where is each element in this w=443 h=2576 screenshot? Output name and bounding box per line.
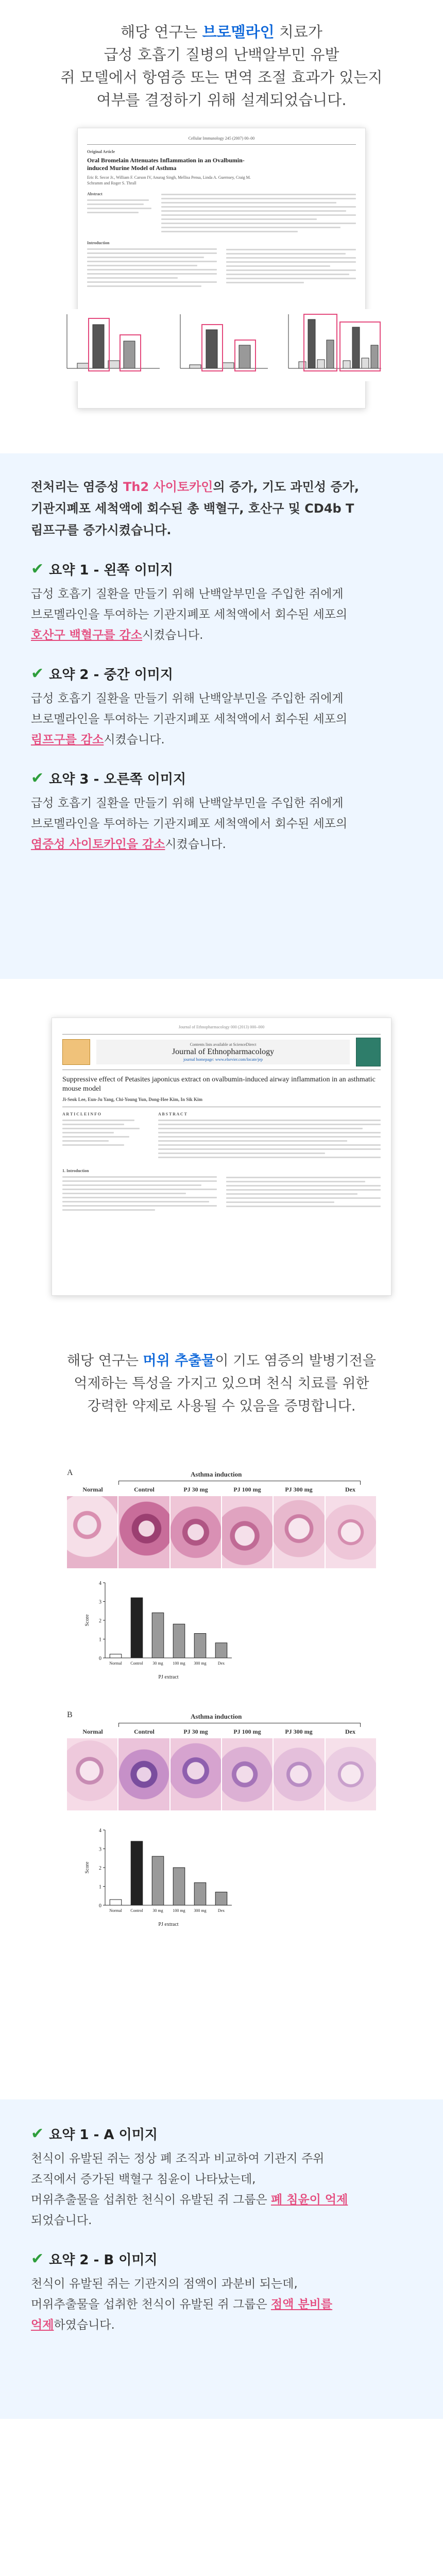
panel-a-asthma-bracket [118, 1481, 361, 1485]
fig-bar [77, 363, 89, 368]
y-tick-label: 4 [99, 1828, 101, 1834]
chart-bar [173, 1624, 185, 1658]
paper-1-title: Oral Bromelain Attenuates Inflammation in an Ovalbumin-induced Murine Model of Asthma [87, 157, 245, 172]
paper-1-section: Original Article [87, 149, 115, 154]
histology-figure [67, 1468, 376, 2066]
intro-line-2: 급성 호흡기 질병의 난백알부민 유발 [104, 46, 339, 63]
panel-b-bar-chart [82, 1824, 237, 1932]
chart-bar [173, 1868, 185, 1905]
paper-2-homepage: journal homepage: www.elsevier.com/locate/jep [183, 1057, 263, 1062]
group-label: PJ 100 mg [233, 1486, 261, 1493]
x-tick-label: 300 mg [194, 1908, 207, 1913]
x-tick-label: 300 mg [194, 1661, 207, 1666]
panel-a-label: A [67, 1468, 73, 1477]
paper-2-title: Suppressive effect of Petasites japonicus extract on ovalbumin-induced airway inflammation in an asthmatic mouse model [62, 1076, 376, 1093]
chart-bar [215, 1892, 227, 1905]
fig-bar [317, 360, 325, 368]
panel-a-bar-chart [82, 1577, 237, 1685]
y-tick-label: 3 [99, 1846, 101, 1853]
y-tick-label: 3 [99, 1599, 101, 1605]
y-axis-label: Score [84, 1614, 90, 1626]
histology-tile [67, 1496, 117, 1568]
intro-line-4: 여부를 결정하기 위해 설계되었습니다. [96, 91, 347, 109]
fig-bar [308, 319, 315, 368]
paper-1-authors: Eric R. Secor Jr., William F. Carson IV, Anurag Singh, Mellisa Pensa, Linda A. Guernsey, Craig M. Schramm and Roger S. Thrall [87, 175, 251, 185]
fig-bar [299, 362, 306, 368]
paper-1-body [87, 240, 356, 290]
group-label: Normal [82, 1486, 103, 1493]
paper-1-abstract [87, 191, 356, 235]
fig-bar [190, 365, 201, 368]
y-axis-label: Score [84, 1861, 90, 1874]
chart-bar [110, 1900, 122, 1905]
y-tick-label: 1 [99, 1884, 101, 1890]
x-tick-label: Control [130, 1908, 143, 1913]
group-label: PJ 300 mg [285, 1728, 313, 1735]
summary-box-2 [0, 2099, 443, 2419]
mid-line-3: 강력한 약제로 사용될 수 있음을 증명합니다. [87, 1398, 356, 1414]
fig-bar [239, 345, 250, 368]
panel-b-asthma-label: Asthma induction [191, 1713, 242, 1720]
fig-bar [206, 330, 217, 368]
histology-tile [118, 1738, 169, 1810]
x-tick-label: 100 mg [173, 1661, 185, 1666]
check-icon: ✔ [31, 769, 44, 787]
histology-tile [274, 1738, 324, 1810]
summary-box-1 [0, 453, 443, 979]
x-tick-label: Dex [217, 1908, 225, 1913]
x-tick-label: 30 mg [152, 1661, 163, 1666]
paper-2-image [52, 1018, 391, 1296]
group-label: PJ 300 mg [285, 1486, 313, 1493]
paper-2-columns [62, 1111, 381, 1161]
histology-tile [118, 1496, 169, 1568]
fig-bar [362, 358, 369, 368]
mid-line-2: 억제하는 특성을 가지고 있으며 천식 치료를 위한 [74, 1376, 369, 1392]
x-tick-label: 100 mg [173, 1908, 185, 1913]
fig-bar [93, 325, 104, 368]
x-tick-label: Control [130, 1661, 143, 1666]
panel-b-group-labels [67, 1728, 376, 1736]
histology-tile [67, 1738, 117, 1810]
chart-bar [131, 1841, 143, 1905]
histology-tile [171, 1738, 221, 1810]
histology-tile [326, 1738, 376, 1810]
paper-1-abstract-label: Abstract [87, 192, 103, 196]
y-tick-label: 0 [99, 1656, 101, 1662]
intro-line-1: 해당 연구는 브로멜라인 치료가 [121, 23, 322, 41]
fig-bar [223, 363, 234, 368]
summary2-item-2: ✔ 요약 2 - B 이미지 천식이 유발된 쥐는 기관지의 점액이 과분비 되는데, 머위추출물을 섭취한 천식이 유발된 쥐 그룹은 점액 분비를 억제하였습니다. [31, 2250, 333, 2332]
panel-b-label: B [67, 1710, 73, 1719]
fig-bar [108, 361, 120, 368]
chart-bar [152, 1613, 164, 1658]
paper-2-contents: Contents lists available at ScienceDirect [190, 1042, 257, 1047]
paper-2-body [62, 1168, 381, 1213]
summary-item-3: ✔ 요약 3 - 오른쪽 이미지 급성 호흡기 질환을 만들기 위해 난백알부민을 주입한 쥐에게 브로멜라인을 투여하는 기관지폐포 세척액에서 회수된 세포의 염증성 사이토카인을 감소시켰습니다. [31, 769, 348, 851]
x-axis-label: PJ extract [158, 1922, 179, 1927]
group-label: Dex [345, 1728, 355, 1735]
panel-b-asthma-bracket [118, 1723, 361, 1727]
panel-a-group-labels [67, 1486, 376, 1494]
mid-text [0, 1350, 443, 1418]
summary-item-1: ✔ 요약 1 - 왼쪽 이미지 급성 호흡기 질환을 만들기 위해 난백알부민을 주입한 쥐에게 브로멜라인을 투여하는 기관지폐포 세척액에서 회수된 세포의 호산구 백혈구를 감소시켰습니다. [31, 560, 348, 642]
elsevier-logo-icon [62, 1039, 90, 1065]
group-label: Normal [82, 1728, 103, 1735]
chart-bar [194, 1634, 206, 1658]
group-label: PJ 30 mg [183, 1486, 208, 1493]
paper-1-journal-header: Cellular Immunology 245 (2007) 00–00 [188, 136, 255, 141]
chart-bar [131, 1598, 143, 1658]
journal-cover-icon [356, 1038, 381, 1066]
fig-bar [343, 361, 350, 368]
check-icon: ✔ [31, 560, 44, 578]
panel-a-histology-row [67, 1496, 376, 1568]
paper-2-authors: Ji-Seok Lee, Eun-Ju Yang, Chi-Young Yun, Dong-Hee Kim, In Sik Kim [62, 1097, 203, 1102]
group-label: Control [134, 1486, 155, 1493]
group-label: PJ 30 mg [183, 1728, 208, 1735]
summary2-item-1: ✔ 요약 1 - A 이미지 천식이 유발된 쥐는 정상 폐 조직과 비교하여 기관지 주위 조직에서 증가된 백혈구 침윤이 나타났는데, 머위추출물을 섭취한 천식이 유발된 쥐 그룹은 폐 침윤이 억제 되었습니다. [31, 2125, 348, 2227]
bromelain-highlight: 브로멜라인 [202, 23, 275, 41]
y-tick-label: 2 [99, 1618, 101, 1624]
y-tick-label: 2 [99, 1866, 101, 1871]
summary-1-lead: 전처리는 염증성 Th2 사이토카인의 증가, 기도 과민성 증가, 기관지폐포 세척액에 회수된 총 백혈구, 호산구 및 CD4b T 림프구를 증가시켰습니다. [31, 480, 359, 537]
y-tick-label: 0 [99, 1903, 101, 1909]
paper-2-journal: Journal of Ethnopharmacology [172, 1047, 275, 1056]
x-tick-label: Dex [217, 1661, 225, 1666]
check-icon: ✔ [31, 665, 44, 683]
group-label: PJ 100 mg [233, 1728, 261, 1735]
chart-bar [215, 1643, 227, 1658]
x-tick-label: Normal [109, 1661, 122, 1666]
x-tick-label: Normal [109, 1908, 122, 1913]
fig-bar [124, 341, 135, 368]
paper-1-intro-label: Introduction [87, 241, 110, 245]
check-icon: ✔ [31, 2125, 44, 2143]
paper-2-intro-label: 1. Introduction [62, 1168, 89, 1173]
paper-2-masthead [62, 1034, 381, 1070]
x-tick-label: 30 mg [152, 1908, 163, 1913]
intro-line-3: 쥐 모델에서 항염증 또는 면역 조절 효과가 있는지 [60, 69, 383, 86]
panel-b-histology-row [67, 1738, 376, 1810]
group-label: Control [134, 1728, 155, 1735]
butterbur-highlight: 머위 추출물 [143, 1353, 215, 1369]
histology-tile [326, 1496, 376, 1568]
paper-2-top-note: Journal of Ethnopharmacology 000 (2013) 000–000 [178, 1025, 265, 1029]
group-label: Dex [345, 1486, 355, 1493]
y-tick-label: 4 [99, 1581, 101, 1586]
histology-tile [171, 1496, 221, 1568]
fig-bar [352, 327, 360, 368]
chart-bar [152, 1856, 164, 1905]
fig-bar [371, 345, 378, 368]
histology-tile [222, 1496, 272, 1568]
x-axis-label: PJ extract [158, 1674, 179, 1680]
paper-2-abstract: A B S T R A C T [158, 1112, 187, 1116]
mid-line-1: 해당 연구는 머위 추출물이 기도 염증의 발병기전을 [66, 1353, 377, 1369]
paper-2-article-info: A R T I C L E I N F O [62, 1112, 101, 1116]
chart-bar [194, 1883, 206, 1905]
histology-tile [222, 1738, 272, 1810]
check-icon: ✔ [31, 2250, 44, 2268]
panel-a-asthma-label: Asthma induction [191, 1470, 242, 1478]
paper-1-bar-figures [57, 309, 386, 381]
histology-tile [274, 1496, 324, 1568]
intro-text [0, 0, 443, 111]
chart-bar [110, 1654, 122, 1658]
fig-bar [327, 340, 334, 368]
y-tick-label: 1 [99, 1637, 101, 1643]
summary-item-2: ✔ 요약 2 - 중간 이미지 급성 호흡기 질환을 만들기 위해 난백알부민을 주입한 쥐에게 브로멜라인을 투여하는 기관지폐포 세척액에서 회수된 세포의 림프구를 감소시켰습니다. [31, 665, 348, 747]
